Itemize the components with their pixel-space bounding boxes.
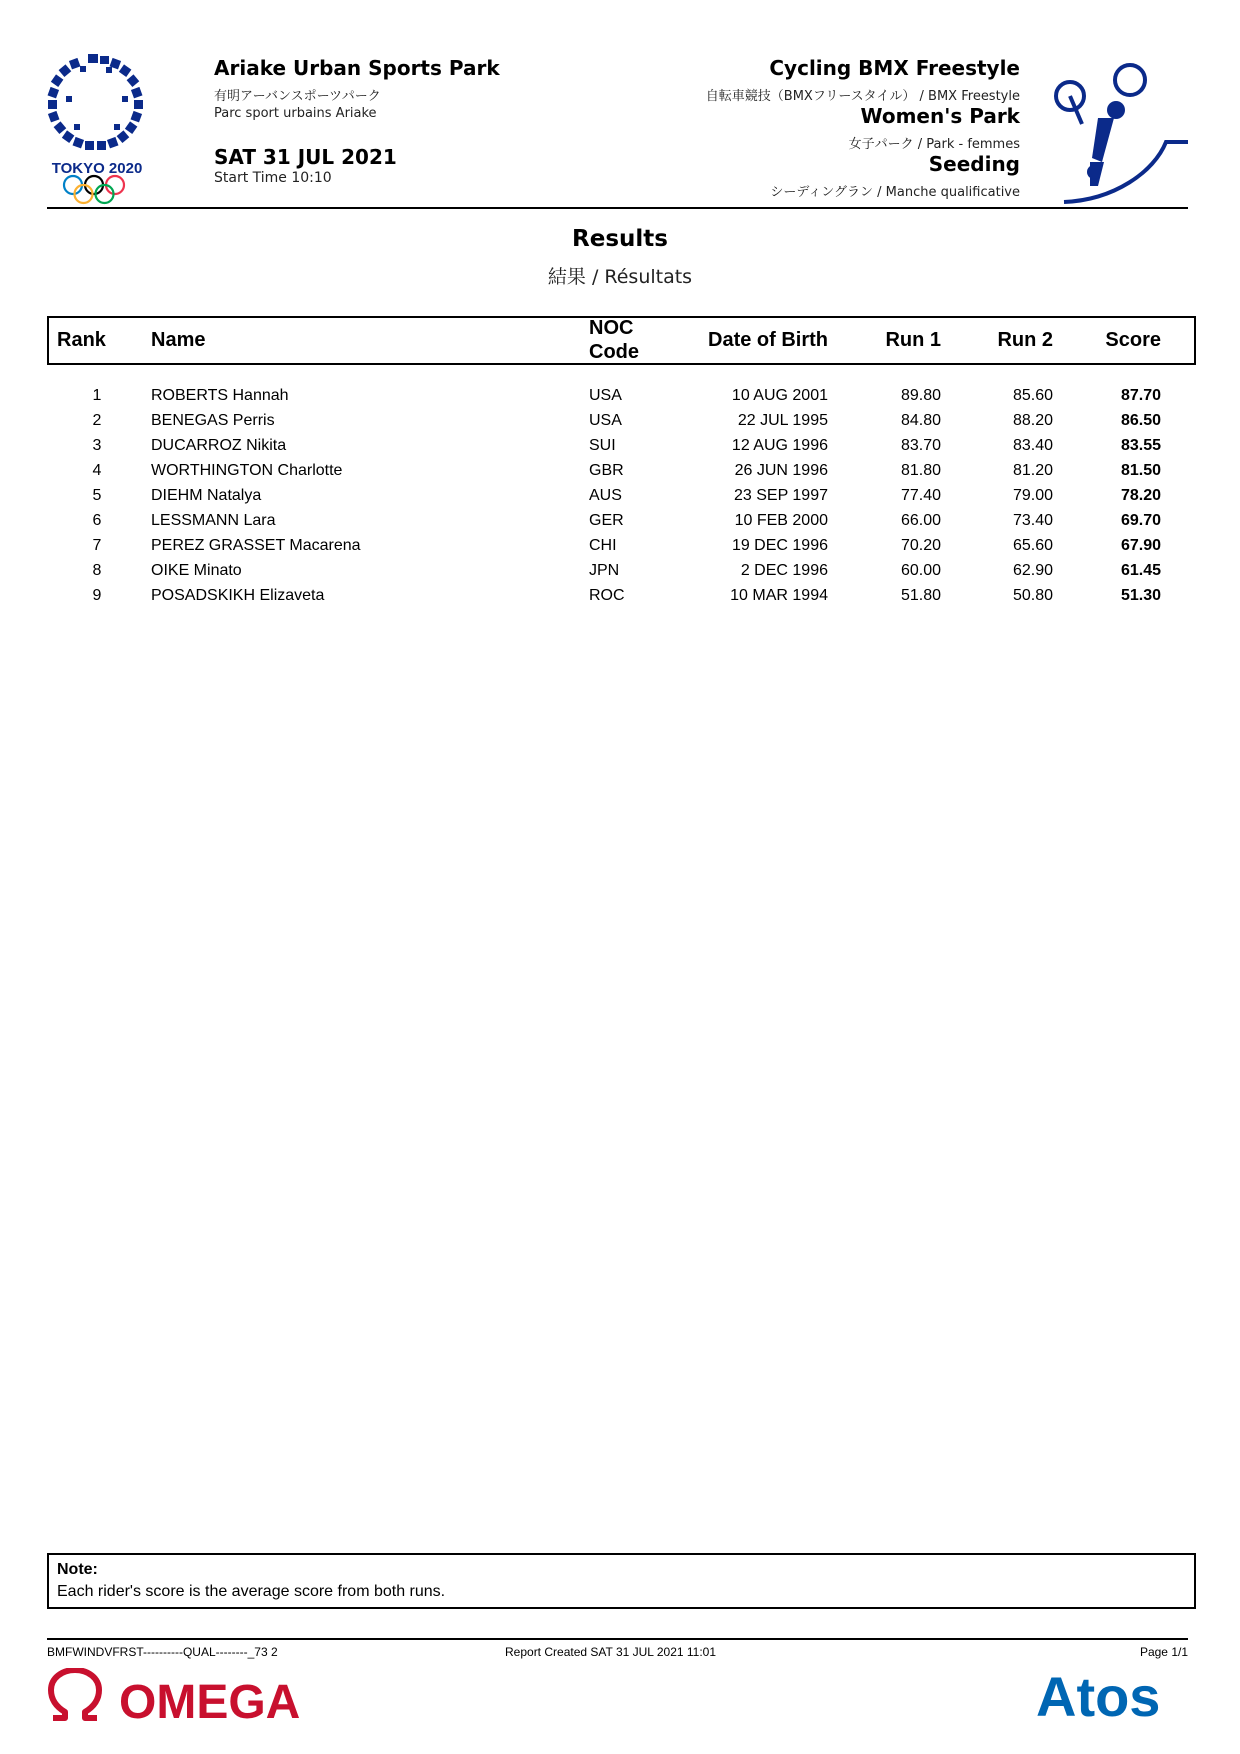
noc-cell: CHI bbox=[589, 537, 617, 554]
rank-cell: 2 bbox=[92, 412, 102, 429]
dob-cell: 19 DEC 1996 bbox=[731, 537, 828, 554]
run2-cell: 81.20 bbox=[1012, 462, 1053, 479]
name-cell: OIKE Minato bbox=[151, 562, 242, 579]
omega-wordmark: OMEGA bbox=[119, 1676, 301, 1724]
name-cell: ROBERTS Hannah bbox=[151, 387, 289, 404]
discipline-subtitle: 自転車競技（BMXフリースタイル） / BMX Freestyle bbox=[705, 89, 1020, 104]
rank-cell: 1 bbox=[92, 387, 102, 404]
noc-cell: JPN bbox=[589, 562, 620, 579]
dob-cell: 26 JUN 1996 bbox=[734, 462, 828, 479]
phase-title: Seeding bbox=[928, 152, 1020, 176]
table-row bbox=[47, 587, 1196, 612]
noc-cell: SUI bbox=[589, 437, 616, 454]
score-cell: 81.50 bbox=[1120, 462, 1161, 479]
column-name: Name bbox=[151, 329, 206, 351]
omega-logo bbox=[47, 1668, 337, 1724]
venue-japanese: 有明アーバンスポーツパーク bbox=[214, 89, 381, 104]
emblem-checker-ring bbox=[48, 54, 143, 150]
run2-cell: 73.40 bbox=[1012, 512, 1053, 529]
score-cell: 78.20 bbox=[1120, 487, 1161, 504]
rank-cell: 6 bbox=[92, 512, 102, 529]
bmx-pictogram-icon bbox=[1054, 62, 1188, 206]
table-row bbox=[47, 537, 1196, 562]
phase-subtitle: シーディングラン / Manche qualificative bbox=[770, 185, 1020, 200]
score-cell: 67.90 bbox=[1120, 537, 1161, 554]
dob-cell: 22 JUL 1995 bbox=[737, 412, 828, 429]
run1-cell: 84.80 bbox=[900, 412, 941, 429]
note-label: Note: bbox=[57, 1561, 98, 1578]
venue-title: Ariake Urban Sports Park bbox=[214, 56, 500, 80]
score-cell: 83.55 bbox=[1120, 437, 1161, 454]
atos-logo bbox=[1036, 1664, 1188, 1724]
dob-cell: 10 FEB 2000 bbox=[734, 512, 828, 529]
dob-cell: 23 SEP 1997 bbox=[733, 487, 828, 504]
noc-cell: USA bbox=[589, 412, 622, 429]
header-divider bbox=[47, 207, 1188, 209]
competition-date: SAT 31 JUL 2021 bbox=[214, 145, 397, 169]
venue-french: Parc sport urbains Ariake bbox=[214, 106, 377, 121]
results-title: Results bbox=[572, 226, 668, 252]
column-run2: Run 2 bbox=[997, 329, 1053, 351]
run1-cell: 60.00 bbox=[900, 562, 941, 579]
dob-cell: 2 DEC 1996 bbox=[740, 562, 828, 579]
brand-text: TOKYO 2020 bbox=[51, 160, 143, 177]
run2-cell: 50.80 bbox=[1012, 587, 1053, 604]
tokyo-2020-emblem bbox=[44, 52, 150, 208]
rank-cell: 4 bbox=[92, 462, 102, 479]
column-score: Score bbox=[1105, 329, 1161, 351]
rank-cell: 7 bbox=[92, 537, 102, 554]
column-noc-line2: Code bbox=[589, 341, 639, 363]
run1-cell: 77.40 bbox=[900, 487, 941, 504]
rank-cell: 8 bbox=[92, 562, 102, 579]
name-cell: DUCARROZ Nikita bbox=[151, 437, 287, 454]
score-cell: 86.50 bbox=[1120, 412, 1161, 429]
table-row bbox=[47, 512, 1196, 537]
results-table-header bbox=[47, 316, 1196, 365]
run1-cell: 70.20 bbox=[900, 537, 941, 554]
run2-cell: 65.60 bbox=[1012, 537, 1053, 554]
event-name: Women's Park bbox=[860, 104, 1020, 128]
dob-cell: 12 AUG 1996 bbox=[731, 437, 828, 454]
dob-cell: 10 AUG 2001 bbox=[731, 387, 828, 404]
run2-cell: 79.00 bbox=[1012, 487, 1053, 504]
table-row bbox=[47, 487, 1196, 512]
note-text: Each rider's score is the average score from both runs. bbox=[57, 1583, 446, 1600]
name-cell: DIEHM Natalya bbox=[151, 487, 262, 504]
column-noc-line1: NOC bbox=[589, 317, 634, 339]
run1-cell: 66.00 bbox=[900, 512, 941, 529]
note-box bbox=[47, 1553, 1196, 1609]
run1-cell: 51.80 bbox=[900, 587, 941, 604]
column-rank: Rank bbox=[57, 329, 106, 351]
table-row bbox=[47, 437, 1196, 462]
olympic-rings bbox=[64, 176, 124, 203]
rank-cell: 3 bbox=[92, 437, 102, 454]
name-cell: LESSMANN Lara bbox=[151, 512, 276, 529]
score-cell: 69.70 bbox=[1120, 512, 1161, 529]
noc-cell: GBR bbox=[589, 462, 624, 479]
event-subtitle: 女子パーク / Park - femmes bbox=[848, 137, 1020, 152]
name-cell: BENEGAS Perris bbox=[151, 412, 275, 429]
run2-cell: 62.90 bbox=[1012, 562, 1053, 579]
table-row bbox=[47, 412, 1196, 437]
run1-cell: 83.70 bbox=[900, 437, 941, 454]
table-row bbox=[47, 387, 1196, 412]
table-row bbox=[47, 462, 1196, 487]
atos-wordmark: Atos bbox=[1036, 1665, 1161, 1724]
name-cell: POSADSKIKH Elizaveta bbox=[151, 587, 325, 604]
run2-cell: 83.40 bbox=[1012, 437, 1053, 454]
dob-cell: 10 MAR 1994 bbox=[730, 587, 828, 604]
column-dob: Date of Birth bbox=[708, 329, 828, 351]
run1-cell: 89.80 bbox=[900, 387, 941, 404]
name-cell: WORTHINGTON Charlotte bbox=[151, 462, 343, 479]
score-cell: 87.70 bbox=[1120, 387, 1161, 404]
column-run1: Run 1 bbox=[885, 329, 941, 351]
noc-cell: USA bbox=[589, 387, 622, 404]
page-number: Page 1/1 bbox=[1139, 1645, 1188, 1659]
noc-cell: ROC bbox=[589, 587, 625, 604]
footer-divider bbox=[47, 1638, 1188, 1640]
report-created: Report Created SAT 31 JUL 2021 11:01 bbox=[505, 1645, 717, 1659]
noc-cell: AUS bbox=[589, 487, 622, 504]
noc-cell: GER bbox=[589, 512, 624, 529]
run1-cell: 81.80 bbox=[900, 462, 941, 479]
results-subtitle: 結果 / Résultats bbox=[547, 266, 693, 288]
run2-cell: 88.20 bbox=[1012, 412, 1053, 429]
table-row bbox=[47, 562, 1196, 587]
score-cell: 51.30 bbox=[1120, 587, 1161, 604]
discipline-title: Cycling BMX Freestyle bbox=[769, 56, 1020, 80]
run2-cell: 85.60 bbox=[1012, 387, 1053, 404]
report-code: BMFWINDVFRST----------QUAL--------_73 2 bbox=[47, 1645, 278, 1659]
rank-cell: 9 bbox=[92, 587, 102, 604]
start-time: Start Time 10:10 bbox=[214, 170, 332, 186]
name-cell: PEREZ GRASSET Macarena bbox=[151, 537, 361, 554]
rank-cell: 5 bbox=[92, 487, 102, 504]
score-cell: 61.45 bbox=[1120, 562, 1161, 579]
